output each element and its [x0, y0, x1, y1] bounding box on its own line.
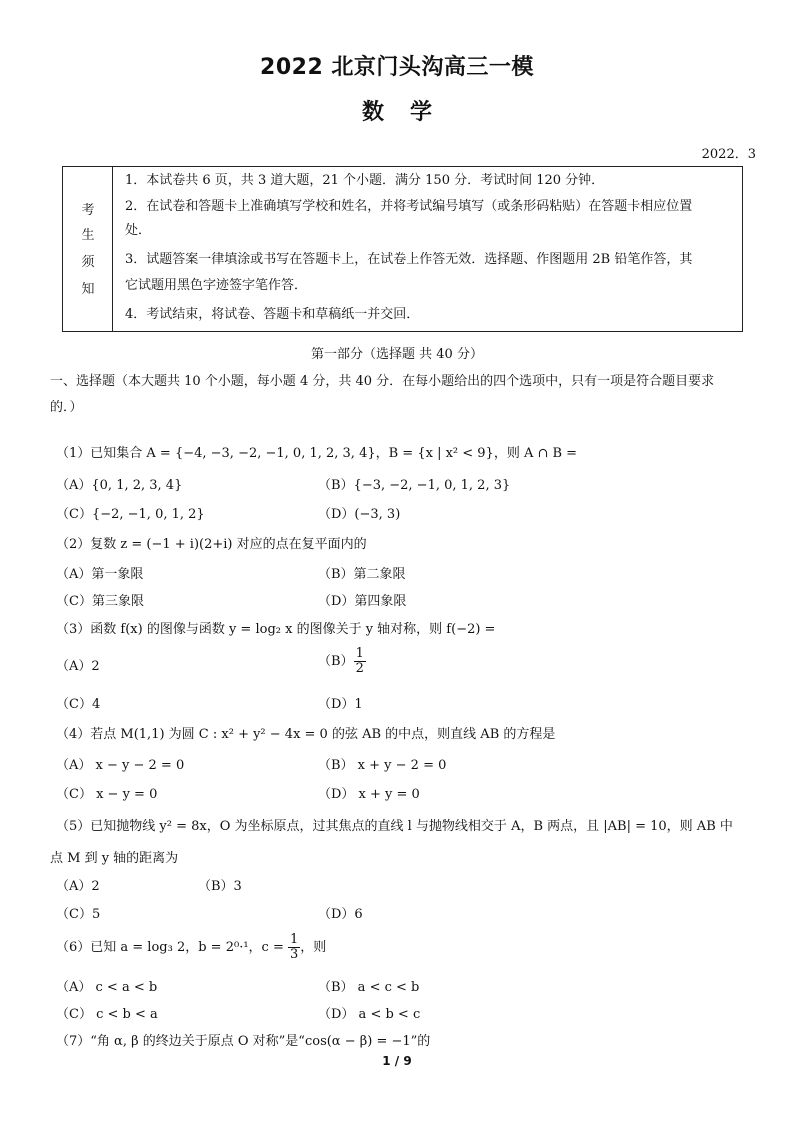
question-2-option-c: （C）第三象限	[56, 594, 144, 609]
question-3-option-d: （D）1	[318, 697, 363, 712]
question-5-option-b: （B）3	[198, 879, 242, 894]
notice-side-char: 知	[81, 282, 95, 297]
question-6-stem-post: ，则	[300, 940, 327, 955]
question-6-option-c: （C） c < b < a	[56, 1007, 158, 1022]
question-4-stem: （4）若点 M(1,1) 为圆 C : x² + y² − 4x = 0 的弦 AB 的中点，则直线 AB 的方程是	[56, 727, 556, 742]
question-1-option-a: （A）{0, 1, 2, 3, 4}	[56, 478, 183, 493]
question-1-option-b: （B）{−3, −2, −1, 0, 1, 2, 3}	[318, 478, 511, 493]
notice-line: 处．	[125, 223, 152, 238]
fraction-numerator: 1	[289, 932, 299, 947]
exam-title: 2022 北京门头沟高三一模	[260, 55, 534, 80]
notice-line: 1．本试卷共 6 页，共 3 道大题，21 个小题．满分 150 分．考试时间 120 分钟．	[125, 173, 605, 188]
question-5-option-d: （D）6	[318, 907, 363, 922]
question-4-option-b: （B） x + y − 2 = 0	[318, 758, 447, 773]
question-5-stem: （5）已知抛物线 y² = 8x，O 为坐标原点，过其焦点的直线 l 与抛物线相交于 A，B 两点，且 |AB| = 10，则 AB 中	[56, 819, 733, 834]
question-3-option-c: （C）4	[56, 697, 101, 712]
question-3-stem: （3）函数 f(x) 的图像与函数 y = log₂ x 的图像关于 y 轴对称，则 f(−2) =	[56, 622, 496, 637]
question-1-stem: （1）已知集合 A = {−4, −3, −2, −1, 0, 1, 2, 3, 4}，B = {x | x² < 9}，则 A ∩ B =	[56, 446, 578, 461]
part-heading: 第一部分（选择题 共 40 分）	[311, 347, 483, 362]
section-instruction: 的．）	[50, 400, 83, 415]
question-5-stem-cont: 点 M 到 y 轴的距离为	[50, 851, 179, 866]
candidate-notice-box	[62, 166, 743, 332]
question-3-option-b	[318, 647, 366, 676]
notice-side-label	[63, 167, 113, 331]
question-4-option-a: （A） x − y − 2 = 0	[56, 758, 185, 773]
question-6-option-a: （A） c < a < b	[56, 980, 158, 995]
question-5-option-a: （A）2	[56, 879, 100, 894]
section-instruction: 一、选择题（本大题共 10 个小题，每小题 4 分，共 40 分．在每小题给出的四个选项中，只有一项是符合题目要求	[50, 374, 715, 389]
notice-line: 2．在试卷和答题卡上准确填写学校和姓名，并将考试编号填写（或条形码粘贴）在答题卡相应位置	[125, 199, 693, 214]
fraction-numerator: 1	[355, 646, 364, 661]
fraction-one-third	[288, 933, 300, 962]
fraction-one-half	[354, 647, 366, 676]
notice-side-char: 生	[81, 228, 95, 243]
question-4-option-c: （C） x − y = 0	[56, 787, 158, 802]
notice-line: 它试题用黑色字迹签字笔作答．	[125, 278, 308, 293]
question-1-option-d: （D）(−3, 3)	[318, 507, 401, 522]
question-6-stem-pre: （6）已知 a = log₃ 2，b = 2⁰·¹，c =	[56, 940, 284, 955]
notice-line: 4．考试结束，将试卷、答题卡和草稿纸一并交回．	[125, 307, 420, 322]
question-7-stem: （7）“角 α, β 的终边关于原点 O 对称”是“cos(α − β) = −1”的	[56, 1034, 431, 1049]
question-6-option-d: （D） a < b < c	[318, 1007, 421, 1022]
question-5-option-c: （C）5	[56, 907, 101, 922]
question-2-option-b: （B）第二象限	[318, 567, 406, 582]
question-6-option-b: （B） a < c < b	[318, 980, 420, 995]
question-2-stem: （2）复数 z = (−1 + i)(2+i) 对应的点在复平面内的	[56, 537, 367, 552]
exam-date: 2022．3	[701, 147, 756, 162]
notice-side-char: 考	[81, 203, 95, 218]
subject-title: 数学	[361, 100, 458, 125]
notice-line: 3．试题答案一律填涂或书写在答题卡上，在试卷上作答无效．选择题、作图题用 2B 铅笔作答，其	[125, 252, 693, 267]
notice-side-char: 须	[81, 255, 95, 270]
fraction-denominator: 2	[355, 661, 364, 676]
question-2-option-a: （A）第一象限	[56, 567, 144, 582]
question-1-option-c: （C）{−2, −1, 0, 1, 2}	[56, 507, 205, 522]
question-6-stem	[56, 933, 326, 962]
question-2-option-d: （D）第四象限	[318, 594, 407, 609]
fraction-denominator: 3	[289, 947, 299, 962]
page-number: 1 / 9	[382, 1054, 412, 1068]
question-3-option-b-label: （B）	[318, 654, 354, 669]
question-4-option-d: （D） x + y = 0	[318, 787, 420, 802]
question-3-option-a: （A）2	[56, 659, 100, 674]
